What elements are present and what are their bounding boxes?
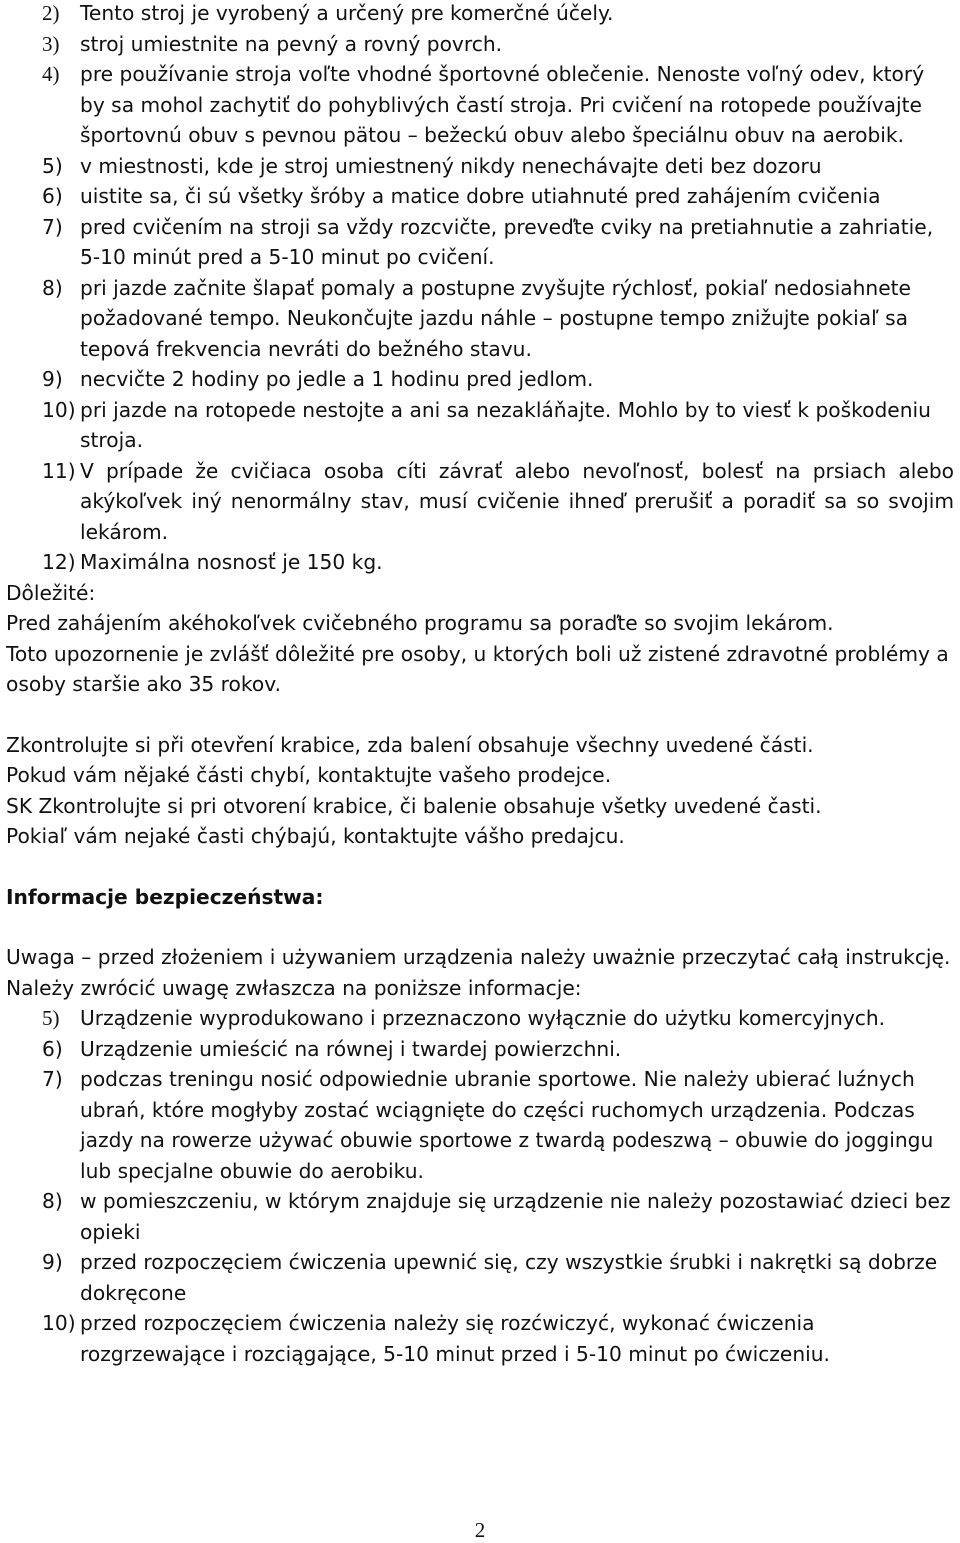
pl-list-item	[6, 1064, 954, 1186]
pl-list-item	[6, 1034, 954, 1065]
page-number: 2	[474, 1518, 486, 1542]
sk-list-item	[6, 364, 954, 395]
list-item-number: 6)	[42, 1036, 63, 1061]
list-item-text: v miestnosti, kde je stroj umiestnený nikdy nenechávajte deti bez dozoru	[80, 153, 822, 178]
sk-important-paragraph-2: Toto upozornenie je zvlášť dôležité pre osoby, u ktorých boli už zistené zdravotné problémy a osoby staršie ako 35 rokov.	[6, 641, 949, 696]
sk-list-item	[6, 59, 954, 151]
list-item-text: V prípade že cvičiaca osoba cíti závrať alebo nevoľnosť, bolesť na prsiach alebo akýkoľvek iný nenormálny stav, musí cvičenie ihneď prerušiť a poradiť sa so svojim lekárom.	[80, 458, 954, 544]
pl-list-item	[6, 1003, 954, 1034]
pl-list-item	[6, 1186, 954, 1247]
sk-box-check-line-1: SK Zkontrolujte si pri otvorení krabice, či balenie obsahuje všetky uvedené časti.	[6, 793, 822, 818]
pl-list-item	[6, 1247, 954, 1308]
list-item-text: Tento stroj je vyrobený a určený pre komerčné účely.	[80, 1, 614, 25]
list-item-number: 5)	[42, 1006, 60, 1030]
list-item-number: 10)	[42, 397, 76, 422]
cz-box-check-line-2: Pokud vám nějaké části chybí, kontaktujte vašeho prodejce.	[6, 763, 612, 787]
spacer	[6, 912, 954, 942]
pl-list-item	[6, 1308, 954, 1369]
list-item-text: uistite sa, či sú všetky šróby a matice dobre utiahnuté pred zahájením cvičenia	[80, 184, 881, 208]
list-item-text: pred cvičením na stroji sa vždy rozcvičte, preveďte cviky na pretiahnutie a zahriatie, 5-10 minút pred a 5-10 minut po cvičení.	[80, 214, 934, 269]
list-item-text: Urządzenie wyprodukowano i przeznaczono wyłącznie do użytku komercyjnych.	[80, 1006, 886, 1030]
list-item-number: 3)	[42, 31, 60, 56]
pl-section-heading: Informacje bezpieczeństwa:	[6, 884, 324, 909]
list-item-number: 4)	[42, 62, 60, 86]
sk-list-item	[6, 456, 954, 548]
sk-box-check-line-2: Pokiaľ vám nejaké časti chýbajú, kontaktujte vášho predajcu.	[6, 824, 625, 848]
list-item-number: 8)	[42, 1189, 63, 1213]
list-item-number: 6)	[42, 184, 63, 208]
list-item-number: 12)	[42, 550, 76, 574]
pl-safety-list	[6, 1003, 954, 1369]
list-item-text: pri jazde na rotopede nestojte a ani sa nezakláňajte. Mohlo by to viesť k poškodeniu stroja.	[80, 397, 931, 452]
list-item-text: pri jazde začnite šlapať pomaly a postupne zvyšujte rýchlosť, pokiaľ nedosiahnete požadované tempo. Neukončujte jazdu náhle – postupne tempo znižujte pokiaľ sa tepová frekvencia nevráti do bežného stavu.	[80, 275, 911, 361]
sk-list-item	[6, 395, 954, 456]
list-item-number: 5)	[42, 153, 63, 178]
list-item-text: przed rozpoczęciem ćwiczenia należy się rozćwiczyć, wykonać ćwiczenia rozgrzewające i rozciągające, 5-10 minut przed i 5-10 minut po ćwiczeniu.	[80, 1311, 830, 1366]
spacer	[6, 852, 954, 882]
sk-list-item	[6, 547, 954, 578]
list-item-number: 10)	[42, 1311, 76, 1335]
sk-list-item	[6, 212, 954, 273]
list-item-text: w pomieszczeniu, w którym znajduje się urządzenie nie należy pozostawiać dzieci bez opieki	[80, 1189, 951, 1244]
list-item-text: Urządzenie umieścić na równej i twardej powierzchni.	[80, 1036, 622, 1061]
list-item-text: necvičte 2 hodiny po jedle a 1 hodinu pred jedlom.	[80, 367, 594, 391]
sk-list-item	[6, 0, 954, 29]
list-item-number: 8)	[42, 275, 63, 300]
cz-box-check-line-1: Zkontrolujte si při otevření krabice, zda balení obsahuje všechny uvedené části.	[6, 732, 814, 757]
list-item-number: 2)	[42, 1, 60, 25]
sk-list-item	[6, 273, 954, 365]
list-item-text: przed rozpoczęciem ćwiczenia upewnić się, czy wszystkie śrubki i nakrętki są dobrze dokręcone	[80, 1250, 938, 1305]
list-item-text: stroj umiestnite na pevný a rovný povrch.	[80, 31, 503, 56]
sk-important-label: Dôležité:	[6, 580, 96, 605]
sk-safety-list	[6, 0, 954, 578]
list-item-number: 7)	[42, 214, 63, 239]
list-item-text: pre používanie stroja voľte vhodné športovné oblečenie. Nenoste voľný odev, ktorý by sa mohol zachytiť do pohyblivých častí stroja. Pri cvičení na rotopede používajte športovnú obuv s pevnou pätou – bežeckú obuv alebo špeciálnu obuv na aerobik.	[80, 62, 925, 147]
list-item-text: podczas treningu nosić odpowiednie ubranie sportowe. Nie należy ubierać luźnych ubrań, które mogłyby zostać wciągnięte do części ruchomych urządzenia. Podczas jazdy na rowerze używać obuwie sportowe z twardą podeszwą – obuwie do joggingu lub specjalne obuwie do aerobiku.	[80, 1067, 934, 1183]
sk-list-item	[6, 151, 954, 182]
list-item-number: 7)	[42, 1067, 63, 1091]
spacer	[6, 700, 954, 730]
sk-list-item	[6, 29, 954, 60]
list-item-number: 9)	[42, 367, 63, 391]
pl-intro-paragraph: Uwaga – przed złożeniem i używaniem urządzenia należy uważnie przeczytać całą instrukcję. Należy zwrócić uwagę zwłaszcza na poniższe informacje:	[6, 945, 951, 1000]
list-item-number: 11)	[42, 458, 76, 483]
sk-important-paragraph-1: Pred zahájením akéhokoľvek cvičebného programu sa poraďte so svojim lekárom.	[6, 611, 834, 635]
list-item-number: 9)	[42, 1250, 63, 1274]
sk-list-item	[6, 181, 954, 212]
list-item-text: Maximálna nosnosť je 150 kg.	[80, 550, 383, 574]
